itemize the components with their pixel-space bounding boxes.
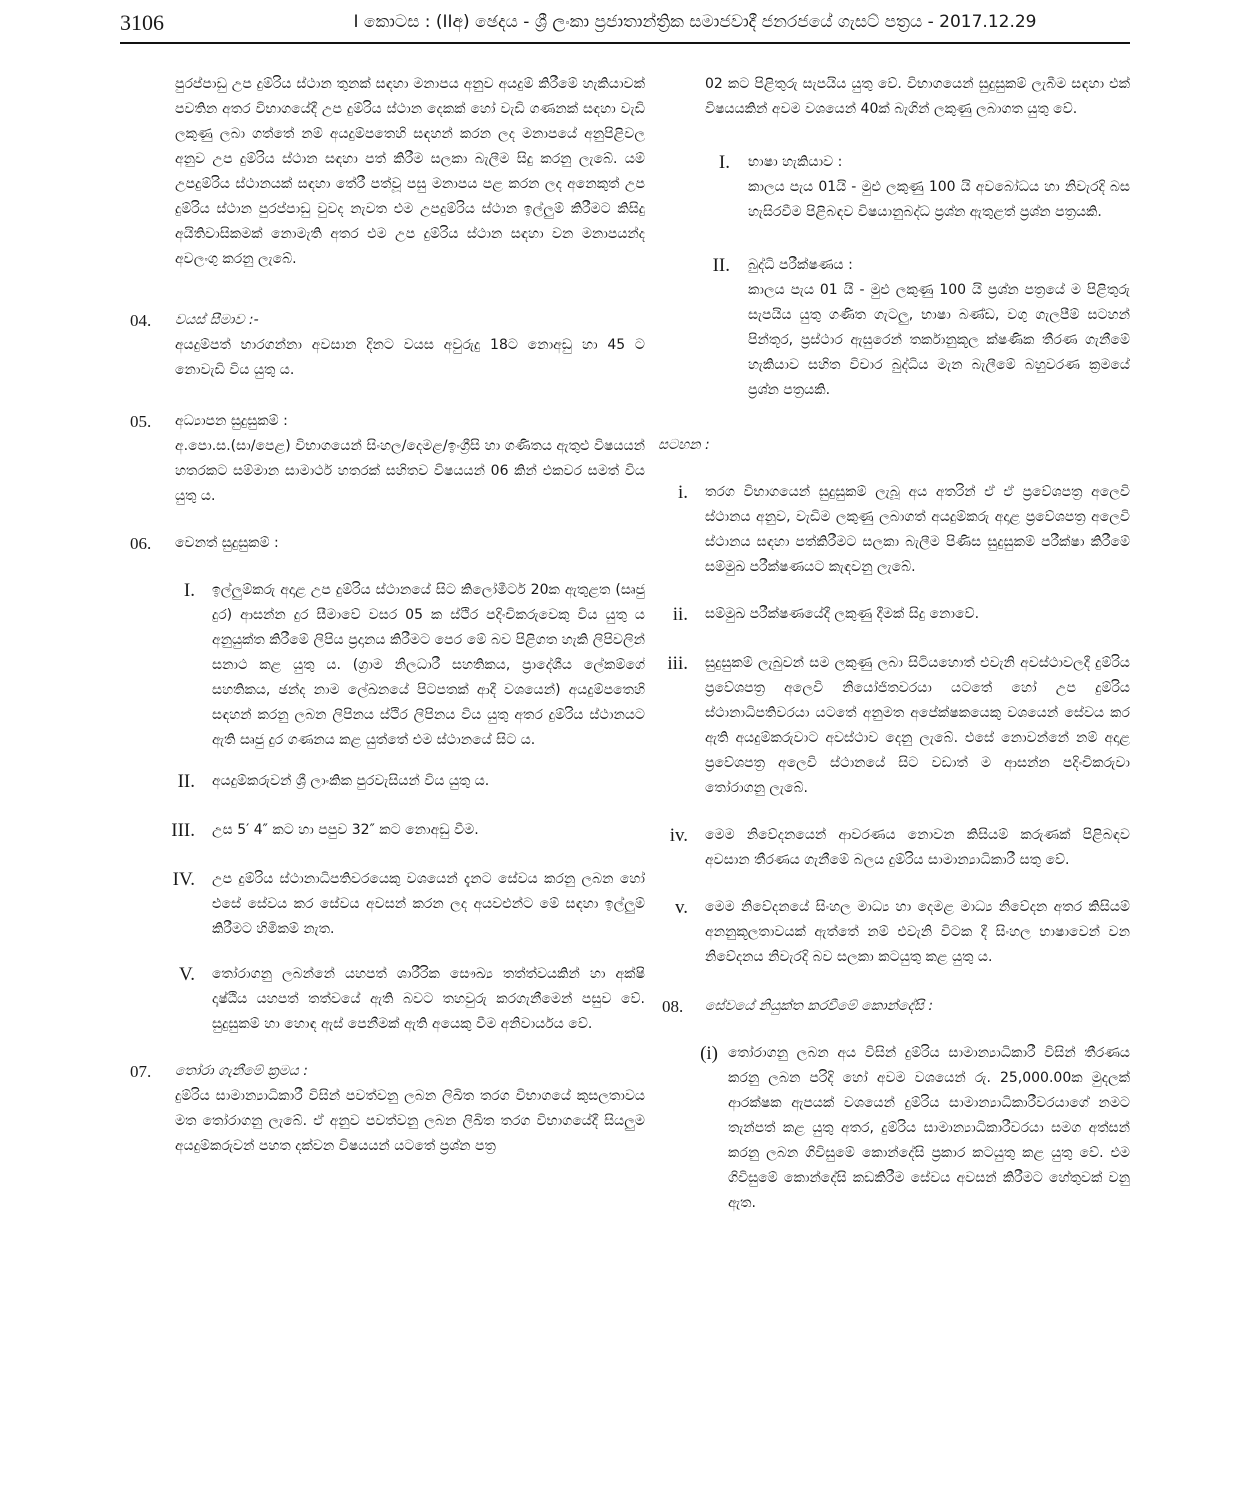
note-1: i. තරග විභාගයෙන් සුදුසුකම් ලැබූ අය අතරින් ඒ ඒ ප්‍රවේශපත්‍ර අලෙවි ස්ථානය අනුව, වැඩිම ලකුණු ලබාගත් අයදුම්කරු අදාළ ප්‍රවේශපත්‍ර අලෙවි ස්ථානය සඳහා පත්කිරීමට සලකා බැලීම පිණිස සුදුසුකම් පරීක්ෂා කිරීමේ සම්මුඛ පරීක්ෂණයට කැඳවනු ලැබේ. xyxy=(677,482,1130,575)
page-number: 3106 xyxy=(120,10,164,35)
notes-heading: සටහන : xyxy=(658,437,710,453)
page-header xyxy=(120,8,1130,44)
right-column xyxy=(640,72,1130,1472)
section-04: 04. වයස් සීමාව :- අයදුම්පත් භාරගන්නා අවසාන දිනට වයස අවුරුදු 18ට නොඅඩු හා 45 ට නොවැඩි විය යුතු ය. xyxy=(120,308,645,383)
s06-item-4: IV. උප දුම්රිය ස්ථානාධිපතිවරයෙකු වශයෙන් දැනට සේවය කරනු ලබන හෝ එසේ සේවය කර සේවය අවසන් කරන ලද අයවළුන්ට මේ සඳහා ඉල්ලුම් කිරීමට හිමිකම් නැත. xyxy=(172,869,645,937)
section-05-heading: අධ්‍යාපන සුදුසුකම් : xyxy=(175,413,288,429)
header-rule xyxy=(120,42,1130,44)
section-04-text: අයදුම්පත් භාරගන්නා අවසාන දිනට වයස අවුරුදු 18ට නොඅඩු හා 45 ට නොවැඩි විය යුතු ය. xyxy=(175,337,645,378)
paper-1-text: කාලය පැය 01යි - මුළු ලකුණු 100 යි අවබෝධය හා නිවැරදි බස හැසිරවීම පිළිබඳව විෂයානුබද්ධ ප්‍රශ්න ඇතුළත් ප්‍රශ්න පත්‍රයකි. xyxy=(748,179,1130,220)
gazette-header-title: I කොටස : (IIඅ) ඡෙදය - ශ්‍රී ලංකා ප්‍රජාතාන්ත්‍රික සමාජවාදී ජනරජයේ ගැසට් පත්‍රය - 2017.12.29 xyxy=(353,12,1037,32)
section-06: 06. වෙනත් සුදුසුකම් : I. ඉල්ලුම්කරු අදාළ උප දුම්රිය ස්ථානයේ සිට කිලෝමීටර් 20ක ඇතුළත (සෘජු දුර) ආසන්න දුර සීමාවේ වසර 05 ක ස්ථිර පදිංචිකරුවෙකු විය යුතු ය අනුයුක්ත කිරීමේ ලිපිය ප්‍රදානය කිරීමට පෙර මේ බව පිළිගත හැකි ලිපිවලින් සනාථ කළ යුතු ය. (ග්‍රාම නිලධාරී සහතිකය, ප්‍රාදේශීය ලේකම්ගේ සහතිකය, ඡන්ද නාම ලේඛනයේ පිටපතක් ආදී වශයෙන්) අයදුම්පතෙහි සඳහන් කරනු ලබන ලිපිනය ස්ථිර ලිපිනය විය යුතු අතර දුම්රිය ස්ථානයට ඇති සෘජු දුර ගණනය කළ යුත්තේ එම ස්ථානයේ සිට ය. II. අයදුම්කරුවන් ශ්‍රී ලාංකික පුරවැසියන් විය යුතු ය. III. උස 5′ 4″ කට හා පපුව 32″ කට නොඅඩු වීම. IV. උප දුම්රිය ස්ථානාධිපතිවරයෙකු වශයෙන් දැනට සේවය කරනු ලබන හෝ එසේ සේවය කර සේවය අවසන් කරන ලද අයවළුන්ට මේ සඳහා ඉල්ලුම් කිරීමට හිමිකම් නැත. V. තෝරාගනු ලබන්නේ යහපත් ශාරීරික සෞඛ්‍ය තත්ත්වයකින් හා අක්ෂි දෘෂ්ඨිය යහපත් තත්වයේ ඇති බවට තහවුරු කරගැනීමෙන් පසුව වේ. සුදුසුකම් හා හොඳ ඇස් පෙනීමක් ඇති අයෙකු වීම අනිවාර්යය වේ. xyxy=(120,531,645,1037)
paper-1-title: භාෂා හැකියාව : xyxy=(748,154,843,170)
section-07: 07. තෝරා ගැනීමේ ක්‍රමය : දුම්රිය සාමාන්‍යාධිකාරී විසින් පවත්වනු ලබන ලිඛිත තරග විභාගයේ කුසලතාවය මත තෝරාගනු ලැබේ. ඒ අනුව පවත්වනු ලබන ලිඛිත තරග විභාගයේදී සියලුම අයදුම්කරුවන් පහත දක්වන විෂයයන් යටතේ ප්‍රශ්න පත්‍ර xyxy=(120,1059,645,1159)
section-07-heading: තෝරා ගැනීමේ ක්‍රමය : xyxy=(175,1063,309,1079)
section-07-text: දුම්රිය සාමාන්‍යාධිකාරී විසින් පවත්වනු ලබන ලිඛිත තරග විභාගයේ කුසලතාවය මත තෝරාගනු ලැබේ. ඒ අනුව පවත්වනු ලබන ලිඛිත තරග විභාගයේදී සියලුම අයදුම්කරුවන් පහත දක්වන විෂයයන් යටතේ ප්‍රශ්න පත්‍ර xyxy=(175,1088,645,1154)
section-05-text: අ.පො.ස.(සා/පෙළ) විභාගයෙන් සිංහල/දෙමළ/ඉංග්‍රීසි හා ගණිතය ඇතුළු විෂයයන් හතරකට සම්මාන සාමාර්ථ හතරක් සහිතව විෂයයන් 06 කින් එකවර සමත් විය යුතු ය. xyxy=(175,438,645,504)
section-08-heading: සේවයේ නියුක්ත කරවීමේ කොන්දේසි : xyxy=(705,998,934,1014)
section-06-heading: වෙනත් සුදුසුකම් : xyxy=(175,535,279,551)
s06-item-2: II. අයදුම්කරුවන් ශ්‍රී ලාංකික පුරවැසියන් විය යුතු ය. xyxy=(177,771,490,792)
paper-2: II. බුද්ධි පරීක්ෂණය : කාලය පැය 01 යි - මුළු ලකුණු 100 යි ප්‍රශ්න පත්‍රයේ ම පිළිතුරු සැපයිය යුතු ගණිත ගැටලු, භාෂා බණ්ඩ, වගු ගැලපීම් සටහන් පින්තූර, ප්‍රස්ථාර ඇසුරෙන් තර්කානුකූල ක්ෂණික තීරණ ගැනීමේ හැකියාව සහිත විචාර බුද්ධිය මැන බැලීමේ බහුවරණ ක්‍රමයේ ප්‍රශ්න පත්‍රයකි. xyxy=(640,253,1130,403)
left-column xyxy=(120,72,645,1472)
s06-item-1: I. ඉල්ලුම්කරු අදාළ උප දුම්රිය ස්ථානයේ සිට කිලෝමීටර් 20ක ඇතුළත (සෘජු දුර) ආසන්න දුර සීමාවේ වසර 05 ක ස්ථිර පදිංචිකරුවෙකු විය යුතු ය අනුයුක්ත කිරීමේ ලිපිය ප්‍රදානය කිරීමට පෙර මේ බව පිළිගත හැකි ලිපිවලින් සනාථ කළ යුතු ය. (ග්‍රාම නිලධාරී සහතිකය, ප්‍රාදේශීය ලේකම්ගේ සහතිකය, ඡන්ද නාම ලේඛනයේ පිටපතක් ආදී වශයෙන්) අයදුම්පතෙහි සඳහන් කරනු ලබන ලිපිනය ස්ථිර ලිපිනය විය යුතු අතර දුම්රිය ස්ථානයට ඇති සෘජු දුර ගණනය කළ යුත්තේ එම ස්ථානයේ සිට ය. xyxy=(183,580,645,748)
paper-2-text: කාලය පැය 01 යි - මුළු ලකුණු 100 යි ප්‍රශ්න පත්‍රයේ ම පිළිතුරු සැපයිය යුතු ගණිත ගැටලු, භාෂා බණ්ඩ, වගු ගැලපීම් සටහන් පින්තූර, ප්‍රස්ථාර ඇසුරෙන් තර්කානුකූල ක්ෂණික තීරණ ගැනීමේ හැකියාව සහිත විචාර බුද්ධිය මැන බැලීමේ බහුවරණ ක්‍රමයේ ප්‍රශ්න පත්‍රයකි. xyxy=(748,282,1130,398)
section-04-heading: වයස් සීමාව :- xyxy=(175,312,259,328)
paper-1: I. භාෂා හැකියාව : කාලය පැය 01යි - මුළු ලකුණු 100 යි අවබෝධය හා නිවැරදි බස හැසිරවීම පිළිබඳව විෂයානුබද්ධ ප්‍රශ්න ඇතුළත් ප්‍රශ්න පත්‍රයකි. xyxy=(640,150,1130,225)
paper-2-title: බුද්ධි පරීක්ෂණය : xyxy=(748,257,853,273)
section-05: 05. අධ්‍යාපන සුදුසුකම් : අ.පො.ස.(සා/පෙළ) විභාගයෙන් සිංහල/දෙමළ/ඉංග්‍රීසි හා ගණිතය ඇතුළු විෂයයන් හතරකට සම්මාන සාමාර්ථ හතරක් සහිතව විෂයයන් 06 කින් එකවර සමත් විය යුතු ය. xyxy=(120,409,645,509)
note-5: v. මෙම නිවේදනයේ සිංහල මාධ්‍ය හා දෙමළ මාධ්‍ය නිවේදන අතර කිසියම් අනනුකූලතාවයක් ඇත්තේ නම් එවැනි විටක දී සිංහල භාෂාවෙන් වන නිවේදනය නිවැරදි බව සලකා කටයුතු කළ යුතු ය. xyxy=(674,897,1130,965)
s08-item-1: (i) තෝරාගනු ලබන අය විසින් දුම්රිය සාමාන්‍යාධිකාරී විසින් තීරණය කරනු ලබන පරිදි හෝ අවම වශයෙන් රු. 25,000.00ක මුදලක් ආරක්ෂක ඇපයක් වශයෙන් දුම්රිය සාමාන්‍යාධිකාරීවරයාගේ නමට තැන්පත් කළ යුතු අතර, දුම්රිය සාමාන්‍යාධිකාරීවරයා සමග අත්සන් කරනු ලබන ගිවිසුමේ කොන්දේසි ප්‍රකාර කටයුතු කළ යුතු වේ. එම ගිවිසුමේ කොන්දේසි කඩකිරීම සේවය අවසන් කිරීමට හේතුවක් වනු ඇත. xyxy=(700,1043,1130,1211)
continued-paragraph: පුරප්පාඩු උප දුම්රිය ස්ථාන තුනක් සඳහා මනාපය අනුව අයදුම් කිරීමේ හැකියාවක් පවතින අතර විභාගයේදී උප දුම්රිය ස්ථාන දෙකක් හෝ වැඩි ගණනක් සඳහා වැඩි ලකුණු ලබා ගත්තේ නම් අයදුම්පතෙහි සඳහන් කරන ලද මනාපයේ අනුපිළිවල අනුව උප දුම්රිය ස්ථාන සඳහා පත් කිරීම සලකා බැලීම සිදු කරනු ලැබේ. යම් උපදුම්රිය ස්ථානයක් සඳහා තේරී පත්වූ පසු මනාපය පළ කරන ලද අනෙකුත් උප දුම්රිය ස්ථාන පුරප්පාඩු වුවද නැවත එම උපදුම්රිය ස්ථාන ඉල්ලුම් කිරීමට කිසිදු අයිතිවාසිකමක් නොමැති අතර එම උප දුම්රිය ස්ථාන සඳහා වන මනාපයන්ද අවලංගු කරනු ලැබේ. xyxy=(175,76,645,267)
note-4: iv. මෙම නිවේදනයෙන් ආවරණය නොවන කිසියම් කරුණක් පිළිබඳව අවසාන තීරණය ගැනීමේ බලය දුම්රිය සාමාන්‍යාධිකාරී සතු වේ. xyxy=(669,825,1130,868)
s06-item-5: V. තෝරාගනු ලබන්නේ යහපත් ශාරීරික සෞඛ්‍ය තත්ත්වයකින් හා අක්ෂි දෘෂ්ඨිය යහපත් තත්වයේ ඇති බවට තහවුරු කරගැනීමෙන් පසුව වේ. සුදුසුකම් හා හොඳ ඇස් පෙනීමක් ඇති අයෙකු වීම අනිවාර්යය වේ. xyxy=(178,964,645,1032)
continued-paragraph-right: 02 කට පිළිතුරු සැපයිය යුතු වේ. විභාගයෙන් සුදුසුකම් ලැබීම සඳහා එක් විෂයයකින් අවම වශයෙන් 40ක් බැගින් ලකුණු ලබාගත යුතු වේ. xyxy=(705,76,1130,117)
note-3: iii. සුදුසුකම් ලැබුවන් සම ලකුණු ලබා සිටියහොත් එවැනි අවස්ථාවලදී දුම්රිය ප්‍රවේශපත්‍ර අලෙවි නියෝජිතවරයා යටතේ හෝ උප දුම්රිය ස්ථානාධිපතිවරයා යටතේ අනුමත අපේක්ෂකයෙකු වශයෙන් සේවය කර ඇති අයදුම්කරුවාට අවස්ථාව දෙනු ලැබේ. එසේ නොවන්නේ නම් අදාළ ප්‍රවේශපත්‍ර අලෙවි ස්ථානයේ සිට වඩාත් ම ආසන්න පදිංචිකරුවා තෝරාගනු ලැබේ. xyxy=(667,653,1130,796)
section-08: 08. සේවයේ නියුක්ත කරවීමේ කොන්දේසි : (i) තෝරාගනු ලබන අය විසින් දුම්රිය සාමාන්‍යාධිකාරී විසින් තීරණය කරනු ලබන පරිදි හෝ අවම වශයෙන් රු. 25,000.00ක මුදලක් ආරක්ෂක ඇපයක් වශයෙන් දුම්රිය සාමාන්‍යාධිකාරීවරයාගේ නමට තැන්පත් කළ යුතු අතර, දුම්රිය සාමාන්‍යාධිකාරීවරයා සමග අත්සන් කරනු ලබන ගිවිසුමේ කොන්දේසි ප්‍රකාර කටයුතු කළ යුතු වේ. එම ගිවිසුමේ කොන්දේසි කඩකිරීම සේවය අවසන් කිරීමට හේතුවක් වනු ඇත. xyxy=(640,994,1130,1216)
note-2: ii. සම්මුඛ පරීක්ෂණයේදී ලකුණු දීමක් සිදු නොවේ. xyxy=(672,604,980,625)
s06-item-3: III. උස 5′ 4″ කට හා පපුව 32″ කට නොඅඩු වීම. xyxy=(171,820,479,841)
